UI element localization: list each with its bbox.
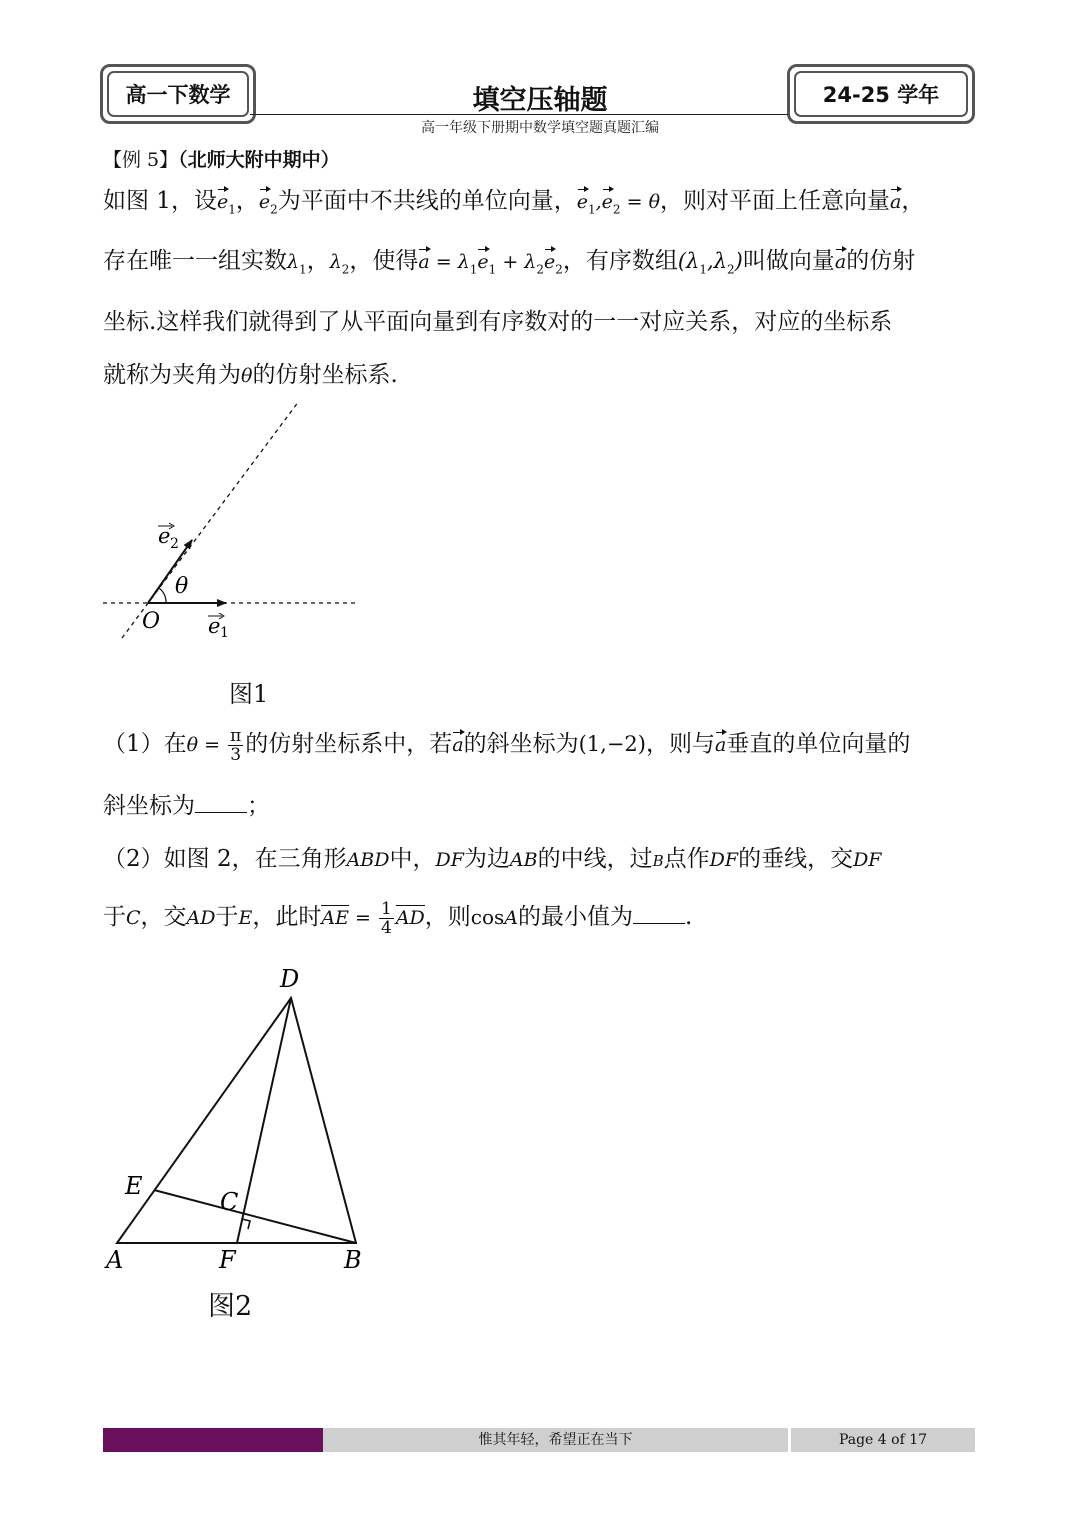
vector-e1: e	[477, 251, 489, 273]
DF: DF	[435, 849, 464, 871]
vector-a: a	[890, 191, 902, 213]
text: ；	[247, 793, 270, 819]
text: 为平面中不共线的单位向量，	[277, 188, 577, 214]
text: 的仿射坐标系中，若	[245, 731, 453, 757]
page-subtitle: 高一年级下册期中数学填空题真题汇编	[421, 120, 659, 136]
e1-label: e	[208, 614, 221, 638]
plus: +	[496, 251, 525, 273]
DF: DF	[709, 849, 739, 871]
origin-label: O	[142, 609, 161, 634]
vector-e1: e	[216, 191, 229, 213]
fraction-pi-3: $\frac{\pi}{3}$	[230, 725, 242, 765]
sub: 1	[587, 202, 596, 217]
AB: AB	[509, 849, 538, 871]
text: 的垂线，交	[738, 846, 854, 872]
AD: AD	[186, 907, 216, 929]
theta-label: θ	[175, 574, 189, 599]
theta: θ	[648, 191, 661, 213]
lambda: λ	[329, 251, 342, 273]
lambda: λ	[457, 251, 470, 273]
text: 的最小值为	[518, 904, 634, 930]
comma: ,	[595, 191, 602, 213]
coords: (1,−2)	[578, 732, 646, 756]
question-2-line-1	[103, 840, 881, 873]
vector-AE: AE	[321, 907, 349, 929]
sub: 1	[469, 262, 478, 277]
text: ，交	[140, 904, 187, 930]
question-2-line-2	[103, 898, 692, 937]
text: 中，	[389, 846, 436, 872]
E: E	[238, 907, 253, 929]
page-title: 填空压轴题	[472, 85, 608, 116]
footer-accent-bar	[103, 1428, 323, 1452]
right-angle-mark	[242, 1219, 250, 1229]
lambda: λ	[524, 251, 537, 273]
sub: 1	[488, 262, 497, 277]
fraction-1-4: $\frac{1}{4}$	[380, 898, 392, 938]
vector-e2: e	[543, 251, 556, 273]
sub: 2	[555, 262, 563, 277]
vector-e1: e	[576, 191, 588, 213]
text: ，使得	[349, 248, 419, 274]
vector-a: a	[715, 734, 727, 756]
answer-blank-2[interactable]	[633, 903, 685, 924]
theta: θ	[186, 734, 199, 756]
text: 的斜坐标为	[463, 731, 579, 757]
figure-2-caption: 图2	[208, 1291, 253, 1322]
page-number: Page 4 of 17	[838, 1432, 928, 1448]
C: C	[126, 907, 141, 929]
figure-1	[95, 395, 365, 655]
text: 垂直的单位向量的	[726, 731, 911, 757]
sub: 2	[341, 262, 350, 277]
text: （1）在	[103, 731, 187, 757]
text: ，	[901, 188, 925, 214]
text: 的中线，过	[537, 846, 653, 872]
label-B: B	[344, 1246, 362, 1274]
text: （2）如图 2，在三角形	[103, 846, 347, 872]
figure-2	[100, 960, 380, 1280]
text: ，则	[424, 904, 471, 930]
e2-sub: 2	[170, 536, 179, 552]
header-right-label: 24-25 学年	[794, 71, 968, 117]
text: 为边	[463, 846, 510, 872]
text: ，有序数组	[562, 248, 678, 274]
equals: =	[198, 734, 227, 756]
question-1-line-2	[103, 787, 270, 820]
question-1-line-1	[103, 725, 910, 764]
label-D: D	[280, 965, 300, 993]
sub: 1	[228, 202, 236, 217]
label-C: C	[220, 1188, 239, 1216]
text: 于	[215, 904, 239, 930]
text: .	[685, 904, 693, 930]
example-heading	[103, 145, 340, 172]
intro-line-3: 坐标.这样我们就得到了从平面向量到有序数对的一一对应关系，对应的坐标系	[103, 309, 893, 335]
sub: 2	[612, 202, 621, 217]
text: ，	[306, 248, 330, 274]
header-left-label: 高一下数学	[107, 71, 249, 117]
vector-AD: AD	[395, 907, 425, 929]
example-tag: 【例 5】	[103, 149, 179, 171]
header-right-box	[787, 64, 975, 124]
label-F: F	[219, 1246, 236, 1274]
equals: =	[348, 907, 377, 929]
vector-a: a	[452, 734, 464, 756]
text: ，	[235, 188, 259, 214]
intro-line-2	[103, 242, 915, 277]
text: 存在唯一一组实数	[103, 248, 287, 274]
text: 如图 1，设	[103, 188, 217, 214]
text: 斜坐标为	[103, 793, 195, 819]
angle-arc	[159, 588, 166, 603]
text: 的仿射坐标系.	[252, 362, 398, 388]
text: 点作	[663, 846, 710, 872]
vector-e2: e	[601, 191, 613, 213]
text: 的仿射	[846, 248, 916, 274]
segment-BE	[154, 1190, 356, 1243]
text: ，此时	[252, 904, 322, 930]
pair-mid: ,λ	[707, 249, 728, 273]
e2-label: e	[158, 524, 171, 548]
text: 就称为夹角为	[103, 362, 241, 388]
cos: cos	[470, 905, 505, 929]
label-A: A	[106, 1246, 124, 1274]
intro-line-1	[103, 182, 924, 217]
equals: =	[429, 251, 458, 273]
A: A	[504, 907, 519, 929]
ABD: ABD	[346, 849, 390, 871]
B: B	[652, 852, 664, 870]
vector-e2: e	[258, 191, 271, 213]
lambda: λ	[287, 251, 300, 273]
answer-blank-1[interactable]	[195, 792, 247, 813]
label-E: E	[125, 1172, 143, 1200]
text: 于	[103, 904, 126, 930]
vector-a: a	[834, 251, 847, 273]
sub: 1	[699, 262, 708, 277]
equals: =	[620, 191, 649, 213]
sub: 2	[270, 202, 278, 217]
footer-slogan: 惟其年轻，希望正在当下	[478, 1432, 633, 1448]
sub: 2	[727, 262, 735, 277]
DF: DF	[853, 849, 882, 871]
text: 叫做向量	[742, 248, 835, 274]
text: ，则对平面上任意向量	[660, 188, 891, 214]
theta: θ	[241, 365, 253, 387]
vector-a: a	[418, 251, 430, 273]
example-source: （北师大附中期中）	[178, 149, 340, 171]
intro-line-4	[103, 356, 398, 389]
sub: 1	[299, 262, 307, 277]
pair-open: (λ	[677, 249, 700, 273]
header-rule	[250, 114, 788, 115]
pair-close: )	[734, 249, 743, 273]
e1-sub: 1	[220, 625, 229, 641]
text: ，则与	[646, 731, 715, 757]
figure-1-caption: 图1	[229, 680, 269, 708]
sub: 2	[536, 262, 544, 277]
